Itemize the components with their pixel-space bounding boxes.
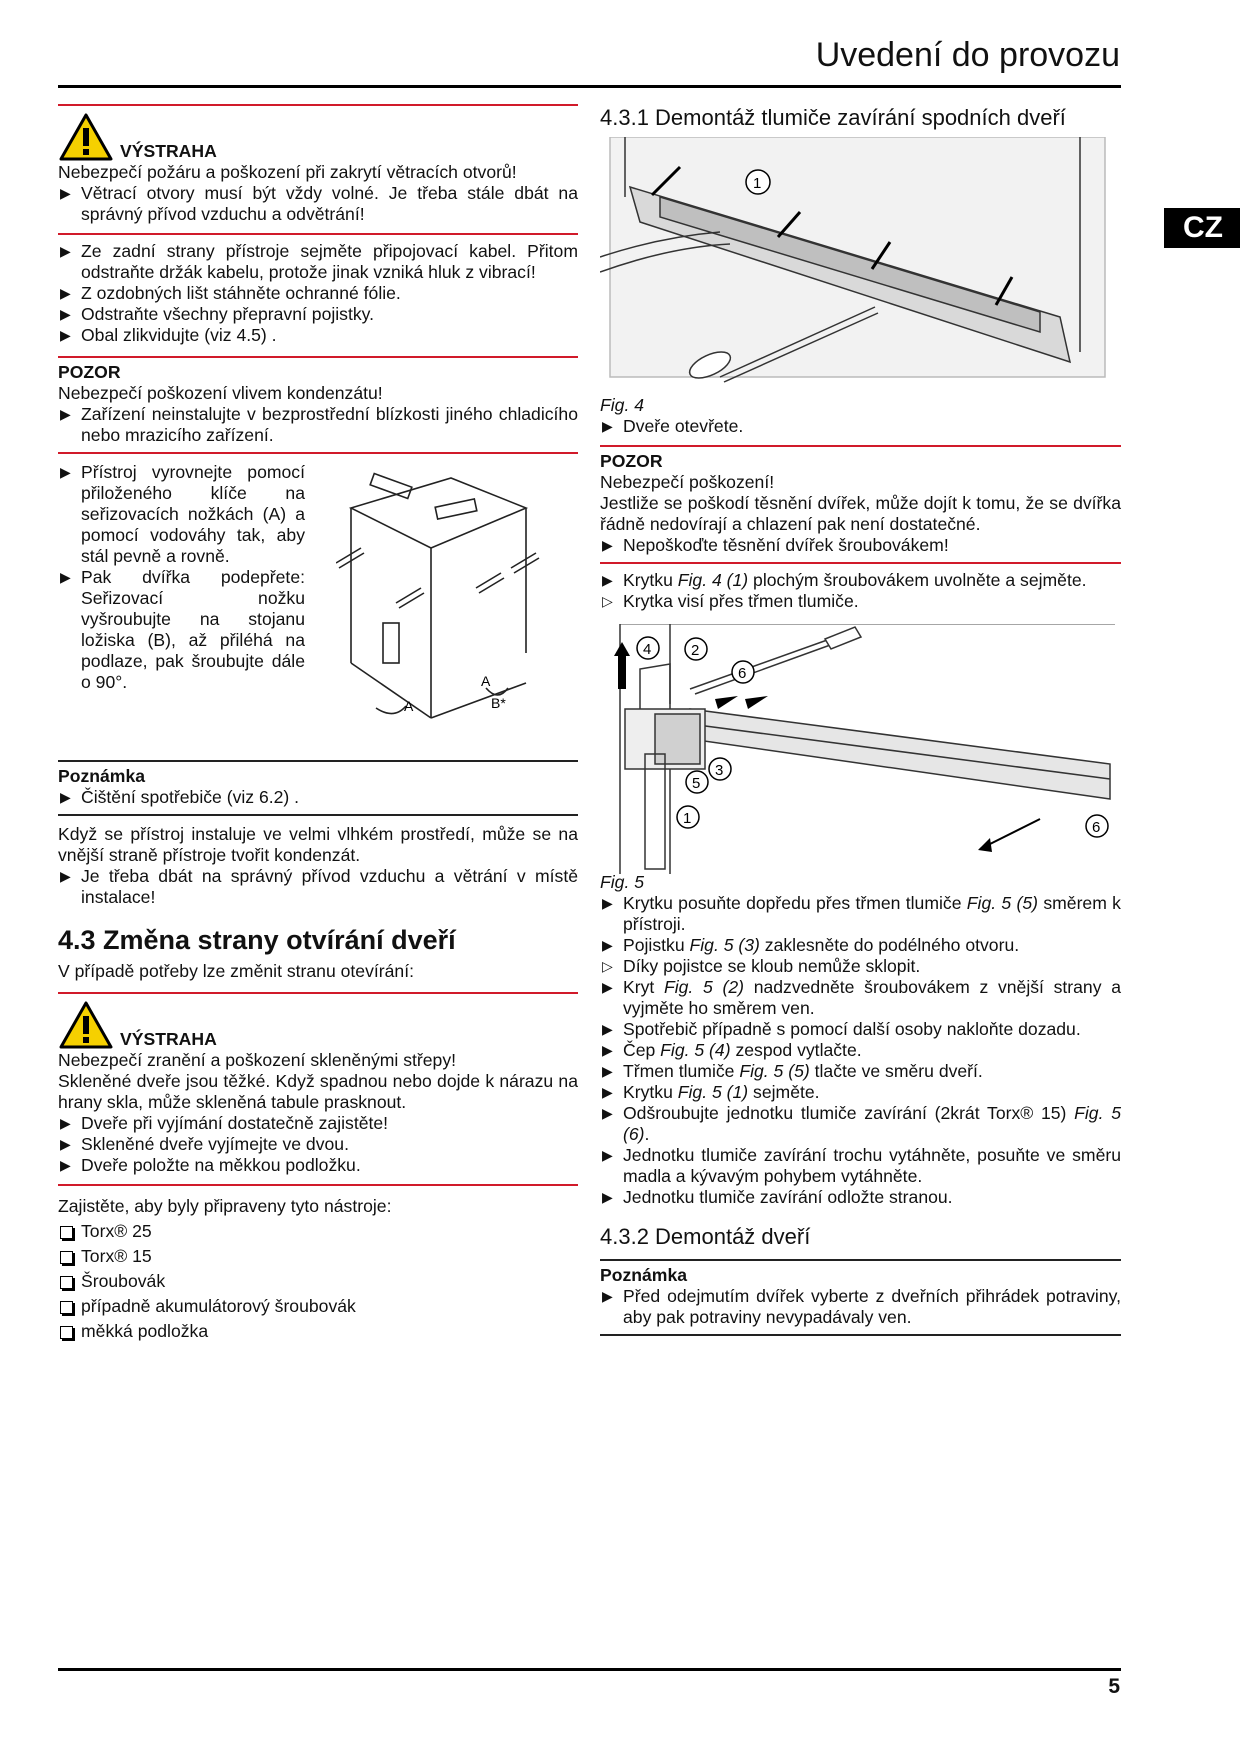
checkbox-icon — [60, 1276, 73, 1289]
checklist-item: Torx® 25 — [58, 1221, 578, 1242]
list-item: ▶ Čep Fig. 5 (4) zespod vytlačte. — [602, 1040, 862, 1060]
list-item: ▶ Zařízení neinstalujte v bezprostřední blízkosti jiného chladicího nebo mrazicího zařízení. — [60, 404, 578, 445]
figure-callout: 6 — [738, 665, 747, 682]
warning-box — [58, 992, 578, 1176]
leveling-figure — [336, 468, 581, 738]
paragraph: Zajistěte, aby byly připraveny tyto nástroje: — [58, 1196, 392, 1216]
section-heading: 4.3.2 Demontáž dveří — [600, 1224, 811, 1249]
figure-callout: 1 — [683, 810, 692, 827]
checklist-item: Šroubovák — [58, 1271, 578, 1292]
caution-box — [600, 445, 1121, 556]
list-item: ▶ Krytku Fig. 5 (1) sejměte. — [602, 1082, 820, 1102]
checklist-item: případně akumulátorový šroubovák — [58, 1296, 578, 1317]
checkbox-icon — [60, 1226, 73, 1239]
steps-block — [58, 233, 578, 346]
language-tab: CZ — [1164, 208, 1240, 248]
header-rule — [58, 85, 1121, 88]
note-box — [58, 760, 578, 808]
figure-callout: 6 — [1092, 819, 1101, 836]
footer-rule — [58, 1668, 1121, 1671]
warning-title: VÝSTRAHA — [120, 141, 217, 161]
caution-text: Nebezpečí poškození vlivem kondenzátu! — [58, 383, 383, 403]
paragraph: V případě potřeby lze změnit stranu otevírání: — [58, 961, 414, 981]
checklist-item: Torx® 15 — [58, 1246, 578, 1267]
note-title: Poznámka — [600, 1265, 688, 1285]
warning-title: VÝSTRAHA — [120, 1029, 217, 1049]
figure-label: A — [404, 698, 414, 714]
section-heading: 4.3.1 Demontáž tlumiče zavírání spodních dveří — [600, 105, 1066, 130]
fig5-steps — [600, 893, 1121, 1208]
list-item: ▶ Z ozdobných lišt stáhněte ochranné fólie. — [60, 283, 401, 303]
list-item: ▶ Pojistku Fig. 5 (3) zaklesněte do podélného otvoru. — [602, 935, 1020, 955]
page-title: Uvedení do provozu — [815, 36, 1120, 74]
list-item: ▶ Třmen tlumiče Fig. 5 (5) tlačte ve směru dveří. — [602, 1061, 983, 1081]
figure-caption: Fig. 4 — [600, 395, 645, 415]
warning-text: Nebezpečí zranění a poškození skleněnými střepy! — [58, 1050, 457, 1070]
leveling-block — [58, 452, 578, 760]
right-column — [600, 104, 1121, 1336]
figure-callout: 5 — [692, 775, 701, 792]
figure-label: B* — [491, 695, 506, 711]
warning-box — [58, 104, 578, 225]
left-column — [58, 104, 578, 1346]
note-title: Poznámka — [58, 766, 146, 786]
warning-text: Skleněné dveře jsou těžké. Když spadnou nebo dojde k nárazu na hrany skla, může skleněná tabule prasknout. — [58, 1071, 578, 1112]
section-heading: 4.3 Změna strany otvírání dveří — [58, 925, 456, 955]
list-item: ▶ Nepoškoďte těsnění dvířek šroubovákem! — [602, 535, 949, 555]
warning-triangle-icon — [58, 112, 114, 162]
page-number: 5 — [1108, 1675, 1120, 1698]
list-item: ▷ Krytka visí přes třmen tlumiče. — [602, 591, 859, 611]
cover-steps — [600, 562, 1121, 612]
list-item: ▶ Jednotku tlumiče zavírání odložte stranou. — [602, 1187, 953, 1207]
list-item: ▶ Přístroj vyrovnejte pomocí přiloženého klíče na seřizovacích nožkách (A) a pomocí vodováhy tak, aby stál pevně a rovně. — [60, 462, 305, 566]
list-item: ▶ Odšroubujte jednotku tlumiče zavírání (2krát Torx® 15) Fig. 5 (6). — [602, 1103, 1121, 1144]
caution-title: POZOR — [58, 362, 121, 382]
list-item: ▷ Díky pojistce se kloub nemůže sklopit. — [602, 956, 921, 976]
list-item: ▶ Skleněné dveře vyjímejte ve dvou. — [60, 1134, 349, 1154]
figure-callout: 3 — [715, 762, 724, 779]
list-item: ▶ Je třeba dbát na správný přívod vzduchu a větrání v místě instalace! — [60, 866, 578, 907]
figure-callout: 2 — [691, 642, 700, 659]
warning-text: Nebezpečí požáru a poškození při zakrytí větracích otvorů! — [58, 162, 517, 182]
list-item: ▶ Dveře při vyjímání dostatečně zajistěte! — [60, 1113, 389, 1133]
caution-box — [58, 356, 578, 446]
list-item: ▶ Dveře otevřete. — [602, 416, 744, 436]
list-item: ▶ Krytku Fig. 4 (1) plochým šroubovákem uvolněte a sejměte. — [602, 570, 1087, 590]
checkbox-icon — [60, 1326, 73, 1339]
list-item: ▶ Dveře položte na měkkou podložku. — [60, 1155, 361, 1175]
note-box — [600, 1259, 1121, 1336]
list-item: ▶ Pak dvířka podepřete: Seřizovací nožku vyšroubujte na stojanu ložiska (B), až přiléhá na podlaze, pak šroubujte dále o 90°. — [60, 567, 305, 692]
checkbox-icon — [60, 1251, 73, 1264]
list-item: ▶ Větrací otvory musí být vždy volné. Je třeba stále dbát na správný přívod vzduchu a odvětrání! — [60, 183, 578, 224]
list-item: ▶ Před odejmutím dvířek vyberte z dveřních přihrádek potraviny, aby pak potraviny nevypadávaly ven. — [602, 1286, 1121, 1327]
paragraph: Když se přístroj instaluje ve velmi vlhkém prostředí, může se na vnější straně přístroje tvořit kondenzát. — [58, 824, 578, 865]
list-item: ▶ Ze zadní strany přístroje sejměte připojovací kabel. Přitom odstraňte držák kabelu, protože jinak vzniká hluk z vibrací! — [60, 241, 578, 282]
figure-4 — [600, 137, 1115, 397]
caution-text: Jestliže se poškodí těsnění dvířek, může dojít k tomu, že se dvířka řádně nedovírají a chlazení pak není dostatečné. — [600, 493, 1121, 534]
caution-title: POZOR — [600, 451, 663, 471]
list-item: ▶ Spotřebič případně s pomocí další osoby nakloňte dozadu. — [602, 1019, 1081, 1039]
list-item: ▶ Obal zlikvidujte (viz 4.5) . — [60, 325, 277, 345]
list-item: ▶ Kryt Fig. 5 (2) nadzvedněte šroubovákem z vnější strany a vyjměte ho směrem ven. — [602, 977, 1121, 1018]
tools-block — [58, 1184, 578, 1342]
checklist-item: měkká podložka — [58, 1321, 578, 1342]
caution-text: Nebezpečí poškození! — [600, 472, 775, 492]
figure-5 — [600, 624, 1115, 874]
list-item: ▶ Jednotku tlumiče zavírání trochu vytáhněte, posuňte ve směru madla a kývavým pohybem vytáhněte. — [602, 1145, 1121, 1186]
list-item: ▶ Odstraňte všechny přepravní pojistky. — [60, 304, 375, 324]
figure-callout: 4 — [643, 641, 652, 658]
humidity-block — [58, 814, 578, 908]
figure-caption: Fig. 5 — [600, 872, 645, 892]
checkbox-icon — [60, 1301, 73, 1314]
list-item: ▶ Čištění spotřebiče (viz 6.2) . — [60, 787, 300, 807]
list-item: ▶ Krytku posuňte dopředu přes třmen tlumiče Fig. 5 (5) směrem k přístroji. — [602, 893, 1121, 934]
warning-triangle-icon — [58, 1000, 114, 1050]
figure-label: A — [481, 673, 491, 689]
figure-callout: 1 — [753, 175, 762, 192]
